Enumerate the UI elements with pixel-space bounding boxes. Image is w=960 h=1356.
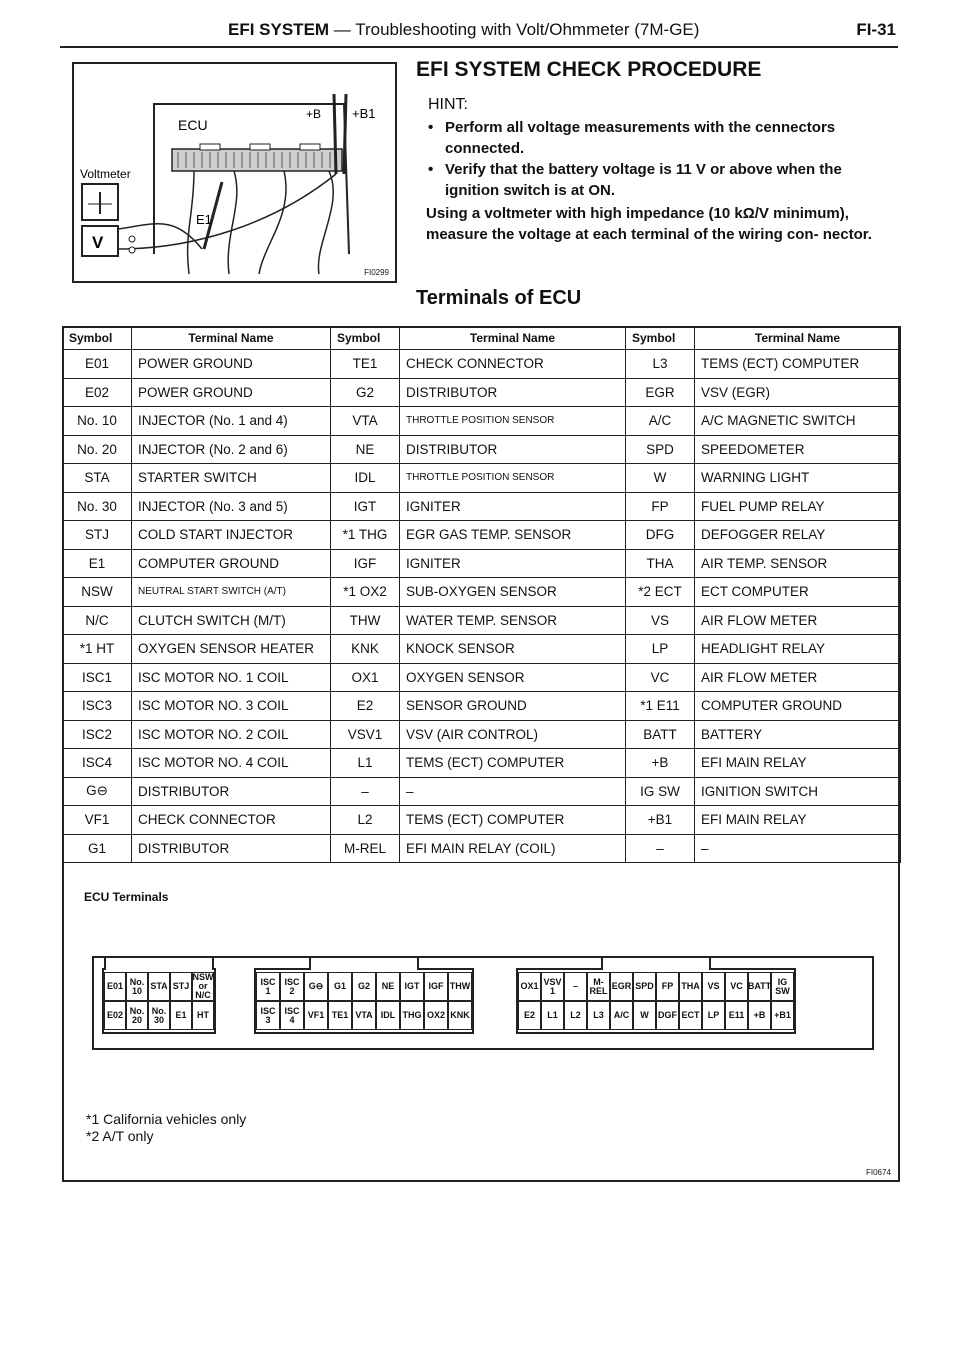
connector-lock-tab — [309, 956, 419, 970]
table-header-row — [63, 327, 901, 350]
connector-pin: KNK — [448, 1001, 472, 1030]
hint-bullet: • Perform all voltage measurements with the cennectors connected. — [428, 119, 836, 157]
svg-text:+B1: +B1 — [352, 106, 376, 121]
terminal-symbol: LP — [626, 635, 695, 664]
footnotes — [86, 1111, 246, 1145]
connector-pin: VS — [702, 972, 725, 1001]
terminal-name: IGNITER — [400, 492, 626, 521]
terminal-symbol: *1 OX2 — [331, 578, 400, 607]
hint-label: HINT: — [428, 96, 468, 113]
terminal-name: HEADLIGHT RELAY — [695, 635, 901, 664]
terminal-symbol: OX1 — [331, 663, 400, 692]
terminal-symbol: STA — [63, 464, 132, 493]
terminal-name: ISC MOTOR NO. 3 COIL — [132, 692, 331, 721]
connector-pin: ISC 2 — [280, 972, 304, 1001]
terminal-name: AIR FLOW METER — [695, 663, 901, 692]
svg-text:+B: +B — [306, 107, 322, 121]
connector-pin: ECT — [679, 1001, 702, 1030]
terminal-name: COLD START INJECTOR — [132, 521, 331, 550]
terminal-symbol: No. 20 — [63, 435, 132, 464]
connector-pin: IGF — [424, 972, 448, 1001]
terminal-name: DISTRIBUTOR — [400, 378, 626, 407]
terminal-symbol: THW — [331, 606, 400, 635]
terminal-symbol: *1 THG — [331, 521, 400, 550]
table-row — [63, 777, 901, 806]
connector-pin: E11 — [725, 1001, 748, 1030]
connector-pin: G⊖ — [304, 972, 328, 1001]
terminal-name: ECT COMPUTER — [695, 578, 901, 607]
figure-id: FI0299 — [364, 268, 389, 277]
terminal-symbol: SPD — [626, 435, 695, 464]
terminal-symbol: IGF — [331, 549, 400, 578]
hint-bullet: • Verify that the battery voltage is 11 V or above when the ignition switch is at ON. — [428, 161, 842, 199]
terminals-title: Terminals of ECU — [416, 287, 582, 309]
terminal-name: COMPUTER GROUND — [695, 692, 901, 721]
svg-text:E1: E1 — [196, 212, 212, 227]
connector-pin: No. 30 — [148, 1001, 170, 1030]
connector-pin: G2 — [352, 972, 376, 1001]
terminal-name: WATER TEMP. SENSOR — [400, 606, 626, 635]
terminal-name: A/C MAGNETIC SWITCH — [695, 407, 901, 436]
terminal-symbol: W — [626, 464, 695, 493]
terminal-name: INJECTOR (No. 1 and 4) — [132, 407, 331, 436]
terminal-symbol: THA — [626, 549, 695, 578]
terminal-symbol: E1 — [63, 549, 132, 578]
connector-pin: SPD — [633, 972, 656, 1001]
table-row — [63, 834, 901, 863]
connector-pin: VC — [725, 972, 748, 1001]
terminal-name: TEMS (ECT) COMPUTER — [400, 749, 626, 778]
table-row — [63, 435, 901, 464]
terminal-symbol: VF1 — [63, 806, 132, 835]
connector-pin: HT — [192, 1001, 214, 1030]
connector-pin: E2 — [518, 1001, 541, 1030]
terminal-symbol: No. 30 — [63, 492, 132, 521]
terminal-name: DISTRIBUTOR — [132, 777, 331, 806]
page-number: FI-31 — [856, 20, 896, 39]
terminal-symbol: KNK — [331, 635, 400, 664]
connector-pin: G1 — [328, 972, 352, 1001]
terminal-symbol: G⊖ — [63, 777, 132, 806]
connector-pin: ISC 4 — [280, 1001, 304, 1030]
terminal-symbol: No. 10 — [63, 407, 132, 436]
terminal-name: CHECK CONNECTOR — [400, 350, 626, 379]
connector-pin: STA — [148, 972, 170, 1001]
page-title: EFI SYSTEM — Troubleshooting with Volt/Ohmmeter (7M-GE) — [228, 20, 700, 39]
terminal-name: IGNITION SWITCH — [695, 777, 901, 806]
table-row — [63, 549, 901, 578]
footnote: *1 California vehicles only — [86, 1111, 247, 1127]
terminal-symbol: M-REL — [331, 834, 400, 863]
connector-pin: OX2 — [424, 1001, 448, 1030]
connector-pin: – — [564, 972, 587, 1001]
terminal-name: DEFOGGER RELAY — [695, 521, 901, 550]
table-row — [63, 692, 901, 721]
terminal-name: OXYGEN SENSOR — [400, 663, 626, 692]
terminal-name: – — [400, 777, 626, 806]
terminal-name: THROTTLE POSITION SENSOR — [400, 407, 626, 436]
connector-pin: VSV 1 — [541, 972, 564, 1001]
connector-lock-tab — [601, 956, 711, 970]
terminal-symbol: NSW — [63, 578, 132, 607]
terminal-symbol: – — [626, 834, 695, 863]
bullet-dot-icon: • — [428, 119, 434, 136]
connector-pin: L1 — [541, 1001, 564, 1030]
connector-pin: NSW or N/C — [192, 972, 214, 1000]
terminal-symbol: *1 E11 — [626, 692, 695, 721]
terminal-symbol: G2 — [331, 378, 400, 407]
connector-pin: FP — [656, 972, 679, 1001]
terminal-name: COMPUTER GROUND — [132, 549, 331, 578]
connector-pin: W — [633, 1001, 656, 1030]
figure-id: FI0674 — [866, 1168, 891, 1177]
terminal-symbol: L2 — [331, 806, 400, 835]
terminal-name: OXYGEN SENSOR HEATER — [132, 635, 331, 664]
terminal-symbol: ISC4 — [63, 749, 132, 778]
terminal-symbol: BATT — [626, 720, 695, 749]
column-header: Symbol — [331, 327, 400, 350]
terminal-name: TEMS (ECT) COMPUTER — [400, 806, 626, 835]
terminal-symbol: VC — [626, 663, 695, 692]
connector-pin: L2 — [564, 1001, 587, 1030]
terminal-name: SUB-OXYGEN SENSOR — [400, 578, 626, 607]
terminal-name: KNOCK SENSOR — [400, 635, 626, 664]
footnote: *2 A/T only — [86, 1128, 154, 1144]
connector-lock-tab — [104, 956, 214, 970]
table-row — [63, 635, 901, 664]
table-row — [63, 350, 901, 379]
bullet-dot-icon: • — [428, 161, 434, 178]
terminal-name: WARNING LIGHT — [695, 464, 901, 493]
table-row — [63, 521, 901, 550]
connector-pin: BATT — [748, 972, 771, 1001]
column-header: Terminal Name — [132, 327, 331, 350]
connector-pin: E1 — [170, 1001, 192, 1030]
terminals-table — [62, 326, 901, 863]
terminal-name: AIR TEMP. SENSOR — [695, 549, 901, 578]
connector-pin: M- REL — [587, 972, 610, 1001]
table-row — [63, 749, 901, 778]
terminal-name: EGR GAS TEMP. SENSOR — [400, 521, 626, 550]
connector-pin: THA — [679, 972, 702, 1001]
connector-pin: IG SW — [771, 972, 794, 1001]
terminal-name: NEUTRAL START SWITCH (A/T) — [132, 578, 331, 607]
terminal-name: VSV (AIR CONTROL) — [400, 720, 626, 749]
connector-pin: VTA — [352, 1001, 376, 1030]
terminal-name: EFI MAIN RELAY — [695, 749, 901, 778]
terminal-symbol: *2 ECT — [626, 578, 695, 607]
table-row — [63, 663, 901, 692]
terminal-symbol: IDL — [331, 464, 400, 493]
connector-pin: STJ — [170, 972, 192, 1001]
svg-text:Voltmeter: Voltmeter — [80, 167, 131, 181]
svg-text:ECU: ECU — [178, 117, 208, 133]
ecu-terminals-label: ECU Terminals — [84, 890, 169, 904]
terminal-symbol: VTA — [331, 407, 400, 436]
terminal-name: INJECTOR (No. 2 and 6) — [132, 435, 331, 464]
terminal-name: POWER GROUND — [132, 378, 331, 407]
connector-pin: IDL — [376, 1001, 400, 1030]
connector-pin: EGR — [610, 972, 633, 1001]
terminal-name: VSV (EGR) — [695, 378, 901, 407]
connector-pin: DGF — [656, 1001, 679, 1030]
table-row — [63, 492, 901, 521]
connector-pin: IGT — [400, 972, 424, 1001]
terminal-symbol: G1 — [63, 834, 132, 863]
connector-pin: No. 10 — [126, 972, 148, 1001]
terminal-symbol: ISC3 — [63, 692, 132, 721]
terminal-name: DISTRIBUTOR — [400, 435, 626, 464]
terminal-name: SPEEDOMETER — [695, 435, 901, 464]
terminal-name: BATTERY — [695, 720, 901, 749]
ecu-voltmeter-drawing — [74, 64, 395, 281]
connector-pin: THG — [400, 1001, 424, 1030]
procedure-title: EFI SYSTEM CHECK PROCEDURE — [416, 58, 762, 81]
terminal-name: EFI MAIN RELAY — [695, 806, 901, 835]
terminal-name: EFI MAIN RELAY (COIL) — [400, 834, 626, 863]
terminal-symbol: E2 — [331, 692, 400, 721]
terminal-symbol: +B — [626, 749, 695, 778]
terminal-symbol: STJ — [63, 521, 132, 550]
terminal-name: SENSOR GROUND — [400, 692, 626, 721]
connector-pin: L3 — [587, 1001, 610, 1030]
terminal-symbol: TE1 — [331, 350, 400, 379]
connector-pin: ISC 1 — [256, 972, 280, 1001]
terminal-name: THROTTLE POSITION SENSOR — [400, 464, 626, 493]
table-row — [63, 378, 901, 407]
terminal-name: ISC MOTOR NO. 2 COIL — [132, 720, 331, 749]
terminal-name: FUEL PUMP RELAY — [695, 492, 901, 521]
connector-pin: +B — [748, 1001, 771, 1030]
terminal-symbol: E01 — [63, 350, 132, 379]
terminal-symbol: DFG — [626, 521, 695, 550]
column-header: Terminal Name — [695, 327, 901, 350]
connector-pin: No. 20 — [126, 1001, 148, 1030]
terminal-symbol: L3 — [626, 350, 695, 379]
voltmeter-ecu-illustration — [72, 62, 397, 283]
terminal-symbol: N/C — [63, 606, 132, 635]
terminal-name: DISTRIBUTOR — [132, 834, 331, 863]
table-row — [63, 407, 901, 436]
terminal-name: STARTER SWITCH — [132, 464, 331, 493]
svg-text:V: V — [92, 233, 104, 252]
connector-pin: E02 — [104, 1001, 126, 1030]
terminal-name: ISC MOTOR NO. 4 COIL — [132, 749, 331, 778]
terminal-symbol: E02 — [63, 378, 132, 407]
terminal-symbol: L1 — [331, 749, 400, 778]
terminal-name: TEMS (ECT) COMPUTER — [695, 350, 901, 379]
connector-pin: OX1 — [518, 972, 541, 1001]
terminal-name: CHECK CONNECTOR — [132, 806, 331, 835]
connector-pin: TE1 — [328, 1001, 352, 1030]
terminal-symbol: FP — [626, 492, 695, 521]
terminal-symbol: IG SW — [626, 777, 695, 806]
column-header: Terminal Name — [400, 327, 626, 350]
table-row — [63, 464, 901, 493]
connector-pin: +B1 — [771, 1001, 794, 1030]
connector-pin: LP — [702, 1001, 725, 1030]
terminal-name: – — [695, 834, 901, 863]
connector-pin: A/C — [610, 1001, 633, 1030]
terminal-symbol: – — [331, 777, 400, 806]
terminal-symbol: ISC1 — [63, 663, 132, 692]
terminal-symbol: EGR — [626, 378, 695, 407]
terminal-symbol: IGT — [331, 492, 400, 521]
connector-pin: NE — [376, 972, 400, 1001]
connector-pin: E01 — [104, 972, 126, 1001]
table-row — [63, 806, 901, 835]
terminal-name: POWER GROUND — [132, 350, 331, 379]
terminal-symbol: VSV1 — [331, 720, 400, 749]
terminal-symbol: +B1 — [626, 806, 695, 835]
terminal-symbol: NE — [331, 435, 400, 464]
terminal-name: AIR FLOW METER — [695, 606, 901, 635]
terminal-name: INJECTOR (No. 3 and 5) — [132, 492, 331, 521]
terminal-symbol: VS — [626, 606, 695, 635]
table-row — [63, 606, 901, 635]
table-row — [63, 720, 901, 749]
procedure-paragraph: Using a voltmeter with high impedance (10 kΩ/V minimum), measure the voltage at each terminal of the wiring con- nector. — [426, 205, 872, 243]
terminal-name: CLUTCH SWITCH (M/T) — [132, 606, 331, 635]
table-row — [63, 578, 901, 607]
terminal-name: IGNITER — [400, 549, 626, 578]
terminal-name: ISC MOTOR NO. 1 COIL — [132, 663, 331, 692]
connector-pin: THW — [448, 972, 472, 1001]
column-header: Symbol — [63, 327, 132, 350]
page-header — [60, 16, 898, 48]
connector-pin: VF1 — [304, 1001, 328, 1030]
column-header: Symbol — [626, 327, 695, 350]
terminal-symbol: *1 HT — [63, 635, 132, 664]
connector-pin: ISC 3 — [256, 1001, 280, 1030]
terminal-symbol: A/C — [626, 407, 695, 436]
terminal-symbol: ISC2 — [63, 720, 132, 749]
